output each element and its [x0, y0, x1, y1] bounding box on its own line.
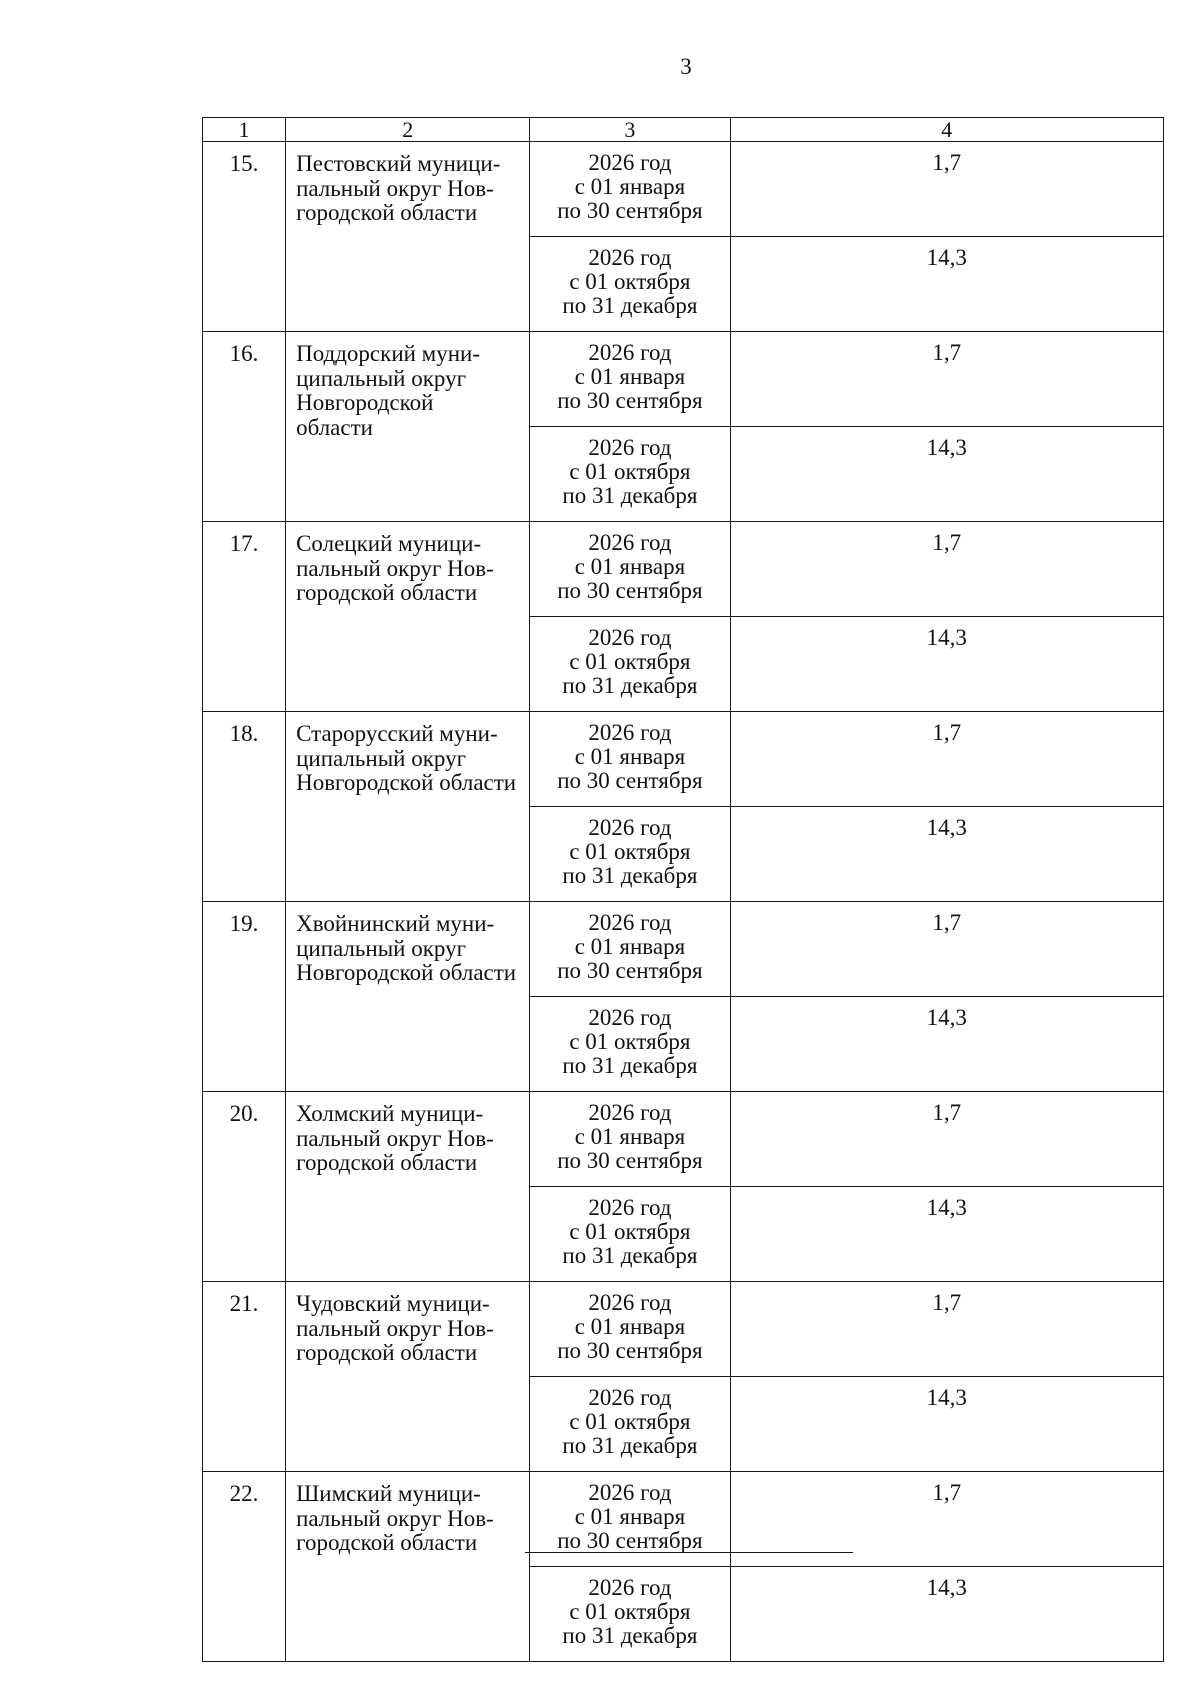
- period-cell: [530, 997, 730, 1092]
- row-number-cell: 21.: [203, 1282, 286, 1472]
- period-cell: [530, 1282, 730, 1377]
- period-line: 2026 год: [588, 720, 672, 745]
- row-number-cell: 17.: [203, 522, 286, 712]
- period-line: с 01 октября: [569, 649, 691, 674]
- header-cell-4: 4: [730, 118, 1163, 142]
- period-line: с 01 января: [574, 934, 686, 959]
- period-line: с 01 января: [574, 1314, 686, 1339]
- value-cell: 1,7: [730, 1092, 1163, 1187]
- value-cell: 1,7: [730, 522, 1163, 617]
- municipality-name-cell: [286, 1092, 530, 1282]
- table-row: [203, 332, 1164, 427]
- table-body: [203, 118, 1164, 1662]
- value-cell: 14,3: [730, 617, 1163, 712]
- period-cell: [530, 1567, 730, 1662]
- period-line: по 31 декабря: [562, 1623, 698, 1648]
- period-line: 2026 год: [588, 435, 672, 460]
- period-line: по 31 декабря: [562, 293, 698, 318]
- municipality-name-line: области: [296, 414, 373, 440]
- period-line: 2026 год: [588, 1195, 672, 1220]
- period-line: по 31 декабря: [562, 673, 698, 698]
- period-line: 2026 год: [588, 340, 672, 365]
- period-line: по 30 сентября: [557, 388, 703, 413]
- period-line: по 30 сентября: [557, 198, 703, 223]
- municipality-name-line: пальный округ Нов-: [296, 1505, 494, 1531]
- table-row: [203, 1092, 1164, 1187]
- period-line: с 01 октября: [569, 459, 691, 484]
- row-number-cell: 19.: [203, 902, 286, 1092]
- period-cell: [530, 1377, 730, 1472]
- value-cell: 14,3: [730, 1377, 1163, 1472]
- period-line: по 31 декабря: [562, 483, 698, 508]
- value-cell: 14,3: [730, 807, 1163, 902]
- period-line: по 31 декабря: [562, 1053, 698, 1078]
- row-number-cell: 16.: [203, 332, 286, 522]
- period-line: 2026 год: [588, 1385, 672, 1410]
- value-cell: 14,3: [730, 1187, 1163, 1282]
- municipality-name-line: Новгородской: [296, 390, 434, 415]
- row-number-cell: 20.: [203, 1092, 286, 1282]
- value-cell: 14,3: [730, 237, 1163, 332]
- municipality-name-line: городской области: [296, 200, 478, 225]
- header-cell-2: 2: [286, 118, 530, 142]
- municipality-name-line: Поддорский муни-: [296, 341, 481, 366]
- municipality-name-line: Пестовский муници-: [296, 151, 501, 176]
- period-cell: [530, 617, 730, 712]
- period-line: с 01 октября: [569, 1029, 691, 1054]
- period-line: с 01 октября: [569, 269, 691, 294]
- period-line: с 01 октября: [569, 1599, 691, 1624]
- municipality-name-line: Солецкий муници-: [296, 531, 482, 556]
- period-cell: [530, 522, 730, 617]
- municipality-name-line: ципальный округ: [296, 935, 467, 961]
- municipality-name-cell: [286, 142, 530, 332]
- row-number-cell: 18.: [203, 712, 286, 902]
- value-cell: 1,7: [730, 142, 1163, 237]
- municipality-name-line: городской области: [296, 1530, 478, 1555]
- period-line: по 31 декабря: [562, 1243, 698, 1268]
- value-cell: 14,3: [730, 997, 1163, 1092]
- value-cell: 14,3: [730, 427, 1163, 522]
- municipality-name-line: ципальный округ: [296, 745, 467, 771]
- period-line: с 01 октября: [569, 1219, 691, 1244]
- municipality-name-cell: [286, 712, 530, 902]
- header-cell-3: 3: [530, 118, 730, 142]
- municipality-name-cell: [286, 902, 530, 1092]
- period-line: по 30 сентября: [557, 1528, 703, 1553]
- period-line: 2026 год: [588, 1575, 672, 1600]
- period-cell: [530, 142, 730, 237]
- period-line: 2026 год: [588, 910, 672, 935]
- period-line: 2026 год: [588, 815, 672, 840]
- municipality-name-line: пальный округ Нов-: [296, 555, 494, 581]
- table-header-row: [203, 118, 1164, 142]
- municipality-name-line: Новгородской области: [296, 960, 517, 985]
- municipality-name-cell: [286, 1472, 530, 1662]
- municipality-name-line: пальный округ Нов-: [296, 1315, 494, 1341]
- municipality-name-line: Чудовский муници-: [296, 1291, 490, 1316]
- period-line: с 01 января: [574, 174, 686, 199]
- table-row: [203, 1282, 1164, 1377]
- municipality-name-line: Старорусский муни-: [296, 721, 498, 746]
- period-cell: [530, 712, 730, 807]
- period-line: по 31 декабря: [562, 1433, 698, 1458]
- period-line: с 01 января: [574, 364, 686, 389]
- period-line: 2026 год: [588, 1480, 672, 1505]
- value-cell: 1,7: [730, 902, 1163, 997]
- period-cell: [530, 237, 730, 332]
- period-line: 2026 год: [588, 1005, 672, 1030]
- period-line: 2026 год: [588, 150, 672, 175]
- municipality-name-line: Хвойнинский муни-: [296, 911, 495, 936]
- period-line: 2026 год: [588, 530, 672, 555]
- rates-table: [202, 117, 1164, 1662]
- value-cell: 14,3: [730, 1567, 1163, 1662]
- period-line: по 30 сентября: [557, 768, 703, 793]
- period-cell: [530, 902, 730, 997]
- period-cell: [530, 427, 730, 522]
- municipality-name-line: городской области: [296, 580, 478, 605]
- period-line: по 31 декабря: [562, 863, 698, 888]
- municipality-name-line: Холмский муници-: [296, 1101, 484, 1126]
- period-line: 2026 год: [588, 625, 672, 650]
- period-cell: [530, 1187, 730, 1282]
- municipality-name-cell: [286, 522, 530, 712]
- header-cell-1: 1: [203, 118, 286, 142]
- period-cell: [530, 807, 730, 902]
- closing-rule: [525, 1552, 853, 1553]
- period-line: с 01 января: [574, 1124, 686, 1149]
- table-row: [203, 522, 1164, 617]
- row-number-cell: 15.: [203, 142, 286, 332]
- municipality-name-line: пальный округ Нов-: [296, 175, 494, 201]
- municipality-name-line: Шимский муници-: [296, 1481, 481, 1506]
- table-row: [203, 142, 1164, 237]
- period-line: с 01 октября: [569, 839, 691, 864]
- value-cell: 1,7: [730, 1472, 1163, 1567]
- municipality-name-line: пальный округ Нов-: [296, 1125, 494, 1151]
- municipality-name-cell: [286, 332, 530, 522]
- period-line: с 01 января: [574, 554, 686, 579]
- municipality-name-line: ципальный округ: [296, 365, 467, 391]
- period-line: по 30 сентября: [557, 578, 703, 603]
- table-row: [203, 902, 1164, 997]
- period-line: 2026 год: [588, 1100, 672, 1125]
- value-cell: 1,7: [730, 1282, 1163, 1377]
- value-cell: 1,7: [730, 712, 1163, 807]
- period-line: с 01 января: [574, 1504, 686, 1529]
- period-cell: [530, 332, 730, 427]
- period-line: 2026 год: [588, 1290, 672, 1315]
- municipality-name-cell: [286, 1282, 530, 1472]
- row-number-cell: 22.: [203, 1472, 286, 1662]
- municipality-name-line: Новгородской области: [296, 770, 517, 795]
- period-line: по 30 сентября: [557, 1148, 703, 1173]
- period-line: с 01 октября: [569, 1409, 691, 1434]
- period-line: 2026 год: [588, 245, 672, 270]
- municipality-name-line: городской области: [296, 1340, 478, 1365]
- period-line: по 30 сентября: [557, 1338, 703, 1363]
- period-line: по 30 сентября: [557, 958, 703, 983]
- municipality-name-line: городской области: [296, 1150, 478, 1175]
- page-number: 3: [680, 54, 692, 79]
- period-cell: [530, 1092, 730, 1187]
- period-line: с 01 января: [574, 744, 686, 769]
- table-row: [203, 712, 1164, 807]
- value-cell: 1,7: [730, 332, 1163, 427]
